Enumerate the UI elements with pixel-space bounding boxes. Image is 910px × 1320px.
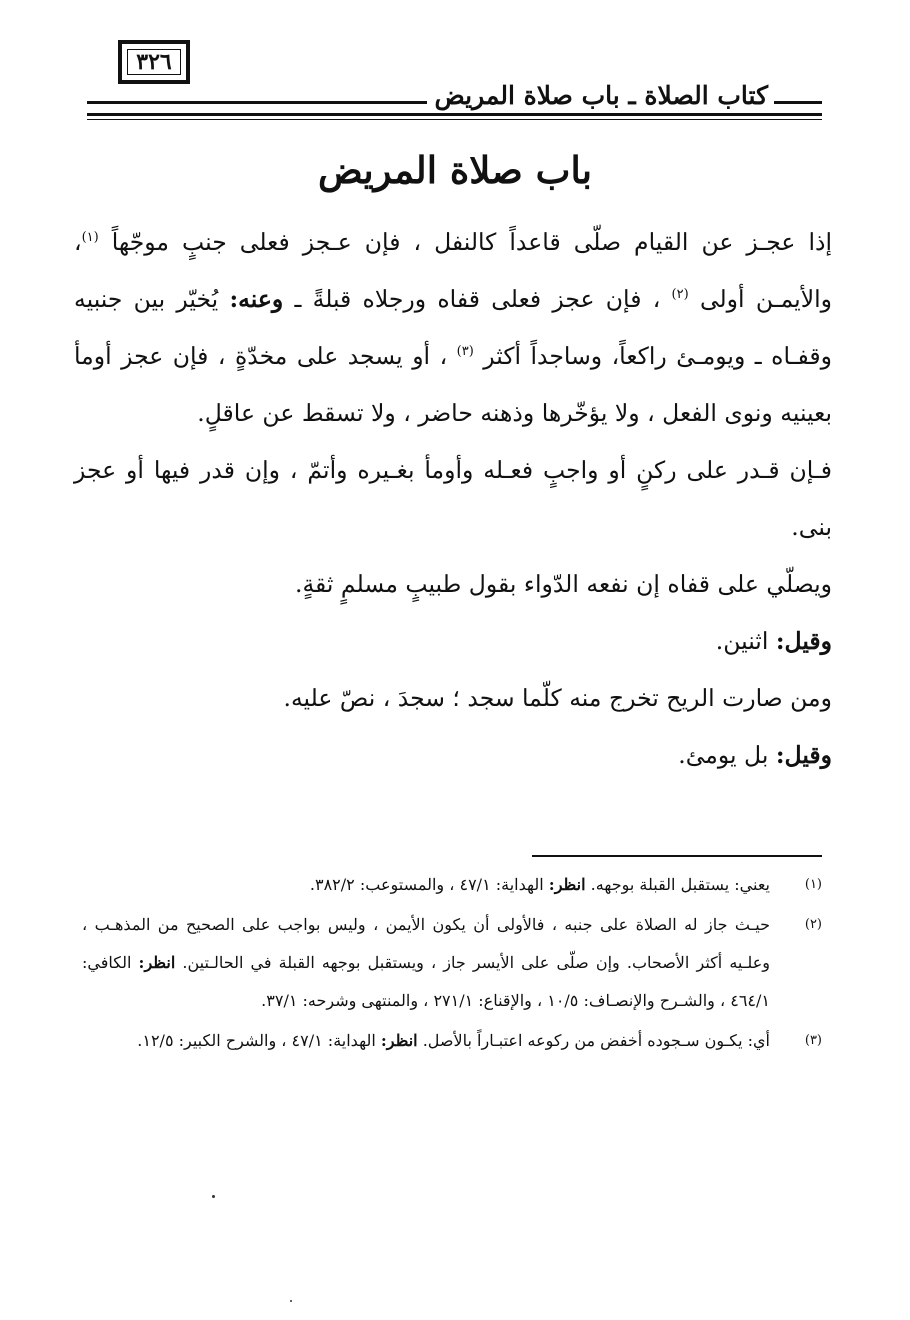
scan-speck [212,1195,215,1198]
footnote-number: (٢) [804,917,822,932]
footnote-3-part-1: أي: يكـون سـجوده أخفض من ركوعه اعتبـاراً بالأصل. [417,1031,770,1050]
term-wa-anhu: وعنه: [229,285,284,313]
term-unzur: انظر: [548,875,586,894]
running-header-title: كتاب الصلاة ـ باب صلاة المريض [434,81,768,110]
paragraph-1-part-3: ، فإن عجز فعلى قفاه ورجلاه قبلةً ـ [283,285,672,313]
paragraph-1-part-1: إذا عجـز عن القيام صلّى قاعداً كالنفل ، فإن عـجز فعلى جنبٍ موجّهاً [98,228,832,256]
footnote-3 [82,1022,822,1060]
paragraph-3: ويصلّي على قفاه إن نفعه الدّواء بقول طبيبٍ مسلمٍ ثقةٍ. [294,570,832,598]
scan-speck [290,1300,292,1302]
paragraph-4 [74,613,832,670]
page-number [118,40,190,84]
term-unzur: انظر: [380,1031,418,1050]
footnote-ref-3[interactable]: (٣) [456,344,474,360]
footnote-2 [82,906,822,1020]
footnote-separator [532,855,822,857]
footnote-1-part-1: يعني: يستقبل القبلة بوجهه. [585,875,770,894]
header-dash-fill [87,101,427,104]
footnote-1-part-2: الهداية: ٤٧/١ ، والمستوعب: ٣٨٢/٢. [309,875,549,894]
paragraph-4-text: اثنين. [715,627,776,655]
paragraph-2: فـإن قـدر على ركنٍ أو واجبٍ فعـله وأومأ بغـيره وأتمّ ، وإن قدر فيها أو عجز بنى. [74,456,832,541]
paragraph-1-part-4: يُخيّر بين جنبيه وقفـاه ـ ويومـئ راكعاً، وساجداً أكثر [74,285,832,370]
running-header [87,66,822,110]
paragraph-5: ومن صارت الريح تخرج منه كلّما سجد ؛ سجدَ ، نصّ عليه. [283,684,832,712]
footnote-number: (١) [804,877,822,892]
chapter-title: باب صلاة المريض [317,148,593,192]
paragraph-1-part-2: ، والأيمـن أولى [74,228,832,313]
footnote-2-part-2: الكافي: ٤٦٤/١ ، والشـرح والإنصـاف: ١٠/٥ ، والإقناع: ٢٧١/١ ، والمنتهى وشرحه: ٣٧/١. [82,953,770,1010]
footnotes [82,866,822,1060]
footnote-ref-1[interactable]: (١) [81,230,99,246]
footnote-3-part-2: الهداية: ٤٧/١ ، والشرح الكبير: ١٢/٥. [137,1031,381,1050]
footnote-text [82,1022,770,1060]
term-wa-qila-2: وقيل: [775,741,832,769]
paragraph-1-part-5: ، أو يسجد على مخدّةٍ ، فإن عجز أومأ بعينيه ونوى الفعل ، ولا يؤخّرها وذهنه حاضر ، ولا تسقط عن عاقلٍ. [74,342,832,427]
page-number-text: ٣٢٦ [136,49,172,75]
paragraph-1 [74,214,832,442]
footnote-ref-2[interactable]: (٢) [671,287,689,303]
footnote-2-part-1: حيـث جاز له الصلاة على جنبه ، فالأولى أن يكون الأيمن ، وليس بواجب على الصحيح من المذهـب ، وعلـيه أكثر الأصحاب. وإن صلّى على الأيسر جاز ، ويستقبل بوجهه القبلة في الحالـتين. [82,915,770,972]
header-rule [87,113,822,116]
footnote-text [82,906,770,1020]
term-unzur: انظر: [138,953,176,972]
footnote-text [82,866,770,904]
header-rule-thin [87,119,822,120]
paragraph-6 [74,727,832,784]
paragraph-6-text: بل يومئ. [678,741,776,769]
term-wa-qila-1: وقيل: [775,627,832,655]
header-dash [774,101,822,104]
main-text [74,214,832,784]
footnote-1 [82,866,822,904]
footnote-number: (٣) [804,1033,822,1048]
